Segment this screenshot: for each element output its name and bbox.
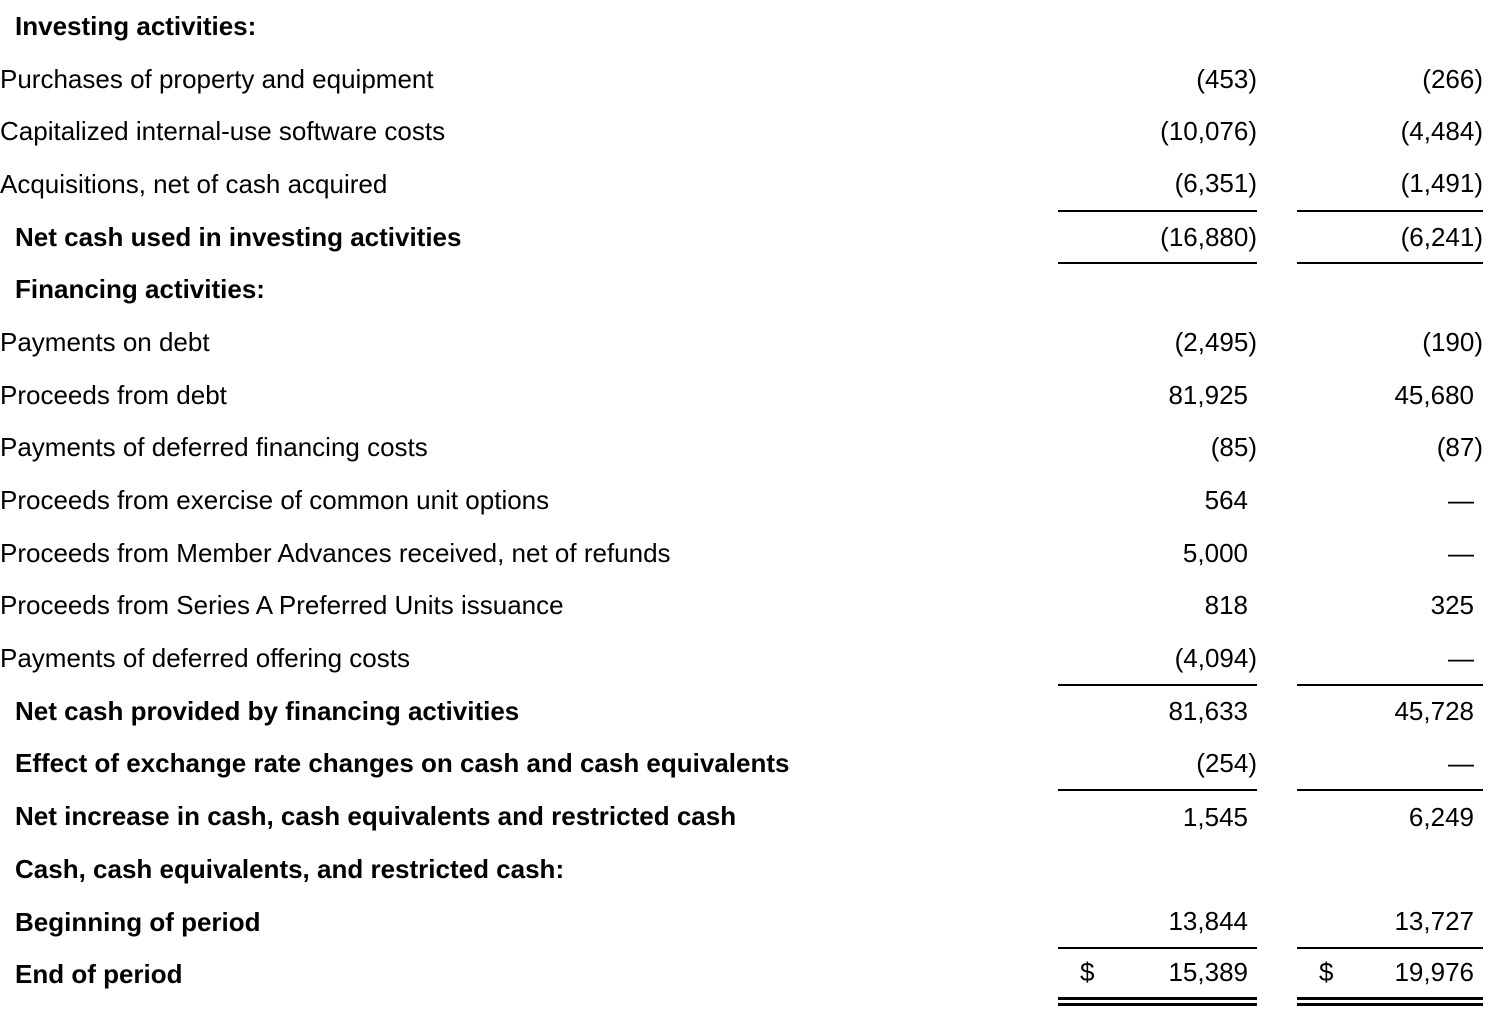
row-label: Net increase in cash, cash equivalents and restricted cash — [15, 801, 737, 832]
table-row — [0, 105, 1500, 158]
row-label: Investing activities: — [15, 10, 257, 41]
column-gap — [1257, 211, 1297, 264]
value-text: — — [1448, 485, 1474, 516]
table-row — [0, 738, 1500, 791]
right-margin — [1483, 0, 1500, 53]
value-col1 — [1058, 580, 1257, 633]
table-row — [0, 53, 1500, 106]
table-row — [0, 685, 1500, 738]
right-margin — [1483, 316, 1500, 369]
value-text: (4,094) — [1174, 642, 1257, 673]
column-gap — [1257, 896, 1297, 949]
value-col2 — [1297, 843, 1483, 896]
value-col1 — [1058, 843, 1257, 896]
value-col2 — [1297, 580, 1483, 633]
right-margin — [1483, 632, 1500, 685]
value-col2 — [1297, 0, 1483, 53]
value-col1 — [1058, 53, 1257, 106]
column-gap — [1257, 422, 1297, 475]
row-label: End of period — [15, 959, 183, 990]
row-label: Beginning of period — [15, 906, 261, 937]
value-text: (10,076) — [1160, 116, 1257, 147]
column-gap — [1257, 527, 1297, 580]
right-margin — [1483, 685, 1500, 738]
row-label: Financing activities: — [15, 274, 265, 305]
row-label: Proceeds from Series A Preferred Units issuance — [0, 590, 564, 621]
column-gap — [1257, 474, 1297, 527]
value-col1 — [1058, 158, 1257, 211]
value-col1 — [1058, 263, 1257, 316]
right-margin — [1483, 843, 1500, 896]
table-row — [0, 316, 1500, 369]
table-row — [0, 843, 1500, 896]
row-label: Acquisitions, net of cash acquired — [0, 168, 388, 199]
value-text: (453) — [1196, 63, 1257, 94]
value-text: 81,925 — [1168, 379, 1248, 410]
value-col2 — [1297, 948, 1483, 1001]
value-text: — — [1448, 537, 1474, 568]
value-text: 45,728 — [1394, 696, 1474, 727]
value-col2 — [1297, 790, 1483, 843]
value-text: 13,844 — [1168, 906, 1248, 937]
row-label: Payments of deferred financing costs — [0, 432, 428, 463]
value-col1 — [1058, 316, 1257, 369]
row-label: Proceeds from debt — [0, 379, 227, 410]
value-text: (6,241) — [1400, 221, 1483, 252]
table-row — [0, 369, 1500, 422]
right-margin — [1483, 105, 1500, 158]
value-text: 81,633 — [1168, 696, 1248, 727]
column-gap — [1257, 53, 1297, 106]
value-col1 — [1058, 527, 1257, 580]
row-label: Net cash provided by financing activities — [15, 695, 520, 726]
value-col2 — [1297, 263, 1483, 316]
value-col1 — [1058, 896, 1257, 949]
column-gap — [1257, 843, 1297, 896]
value-text: (266) — [1422, 63, 1483, 94]
column-gap — [1257, 0, 1297, 53]
table-row — [0, 0, 1500, 53]
column-gap — [1257, 263, 1297, 316]
row-label: Cash, cash equivalents, and restricted cash: — [15, 853, 565, 884]
row-label: Proceeds from exercise of common unit options — [0, 485, 550, 516]
dollar-sign: $ — [1319, 957, 1334, 988]
value-col2 — [1297, 369, 1483, 422]
value-col1 — [1058, 632, 1257, 685]
value-col2 — [1297, 211, 1483, 264]
value-col2 — [1297, 474, 1483, 527]
value-col1 — [1058, 738, 1257, 791]
table-row — [0, 158, 1500, 211]
value-text: (1,491) — [1400, 168, 1483, 199]
value-text: 564 — [1204, 485, 1248, 516]
dollar-sign: $ — [1080, 957, 1095, 988]
right-margin — [1483, 527, 1500, 580]
value-text: 325 — [1430, 590, 1474, 621]
value-col2 — [1297, 738, 1483, 791]
table-row — [0, 896, 1500, 949]
column-gap — [1257, 369, 1297, 422]
table-row — [0, 474, 1500, 527]
value-text: (2,495) — [1174, 326, 1257, 357]
right-margin — [1483, 580, 1500, 633]
table-row — [0, 948, 1500, 1001]
right-margin — [1483, 422, 1500, 475]
table-row — [0, 422, 1500, 475]
row-label: Purchases of property and equipment — [0, 63, 434, 94]
row-label: Capitalized internal-use software costs — [0, 116, 446, 147]
value-col2 — [1297, 685, 1483, 738]
column-gap — [1257, 158, 1297, 211]
value-text: 15,389 — [1168, 957, 1248, 988]
value-text: (85) — [1210, 432, 1257, 463]
value-col2 — [1297, 527, 1483, 580]
table-row — [0, 580, 1500, 633]
right-margin — [1483, 896, 1500, 949]
column-gap — [1257, 685, 1297, 738]
column-gap — [1257, 316, 1297, 369]
column-gap — [1257, 790, 1297, 843]
value-text: (190) — [1422, 326, 1483, 357]
value-text: (87) — [1436, 432, 1483, 463]
right-margin — [1483, 53, 1500, 106]
row-label: Payments on debt — [0, 326, 210, 357]
value-col2 — [1297, 105, 1483, 158]
value-col1 — [1058, 948, 1257, 1001]
value-text: 5,000 — [1182, 537, 1248, 568]
value-text: 1,545 — [1182, 801, 1248, 832]
right-margin — [1483, 790, 1500, 843]
value-text: 6,249 — [1408, 801, 1474, 832]
value-text: (6,351) — [1174, 168, 1257, 199]
value-text: 45,680 — [1394, 379, 1474, 410]
value-text: — — [1448, 747, 1474, 778]
value-col2 — [1297, 422, 1483, 475]
value-col1 — [1058, 369, 1257, 422]
value-text: (16,880) — [1160, 221, 1257, 252]
right-margin — [1483, 211, 1500, 264]
value-text: (4,484) — [1400, 116, 1483, 147]
value-col1 — [1058, 105, 1257, 158]
value-col2 — [1297, 158, 1483, 211]
table-row — [0, 790, 1500, 843]
value-col1 — [1058, 685, 1257, 738]
right-margin — [1483, 158, 1500, 211]
table-row — [0, 211, 1500, 264]
right-margin — [1483, 369, 1500, 422]
table-row — [0, 527, 1500, 580]
row-label: Effect of exchange rate changes on cash and cash equivalents — [15, 748, 790, 779]
column-gap — [1257, 632, 1297, 685]
column-gap — [1257, 105, 1297, 158]
value-col2 — [1297, 632, 1483, 685]
right-margin — [1483, 948, 1500, 1001]
value-col1 — [1058, 211, 1257, 264]
value-text: 13,727 — [1394, 906, 1474, 937]
value-text: (254) — [1196, 747, 1257, 778]
value-text: 818 — [1204, 590, 1248, 621]
value-col1 — [1058, 790, 1257, 843]
value-col2 — [1297, 53, 1483, 106]
column-gap — [1257, 580, 1297, 633]
value-col1 — [1058, 474, 1257, 527]
table-row — [0, 632, 1500, 685]
right-margin — [1483, 263, 1500, 316]
row-label: Payments of deferred offering costs — [0, 643, 410, 674]
table-row — [0, 263, 1500, 316]
column-gap — [1257, 948, 1297, 1001]
value-text: — — [1448, 642, 1474, 673]
column-gap — [1257, 738, 1297, 791]
value-col1 — [1058, 422, 1257, 475]
right-margin — [1483, 474, 1500, 527]
value-col2 — [1297, 896, 1483, 949]
value-col2 — [1297, 316, 1483, 369]
row-label: Net cash used in investing activities — [15, 221, 462, 252]
row-label: Proceeds from Member Advances received, net of refunds — [0, 537, 671, 568]
value-col1 — [1058, 0, 1257, 53]
right-margin — [1483, 738, 1500, 791]
value-text: 19,976 — [1394, 957, 1474, 988]
